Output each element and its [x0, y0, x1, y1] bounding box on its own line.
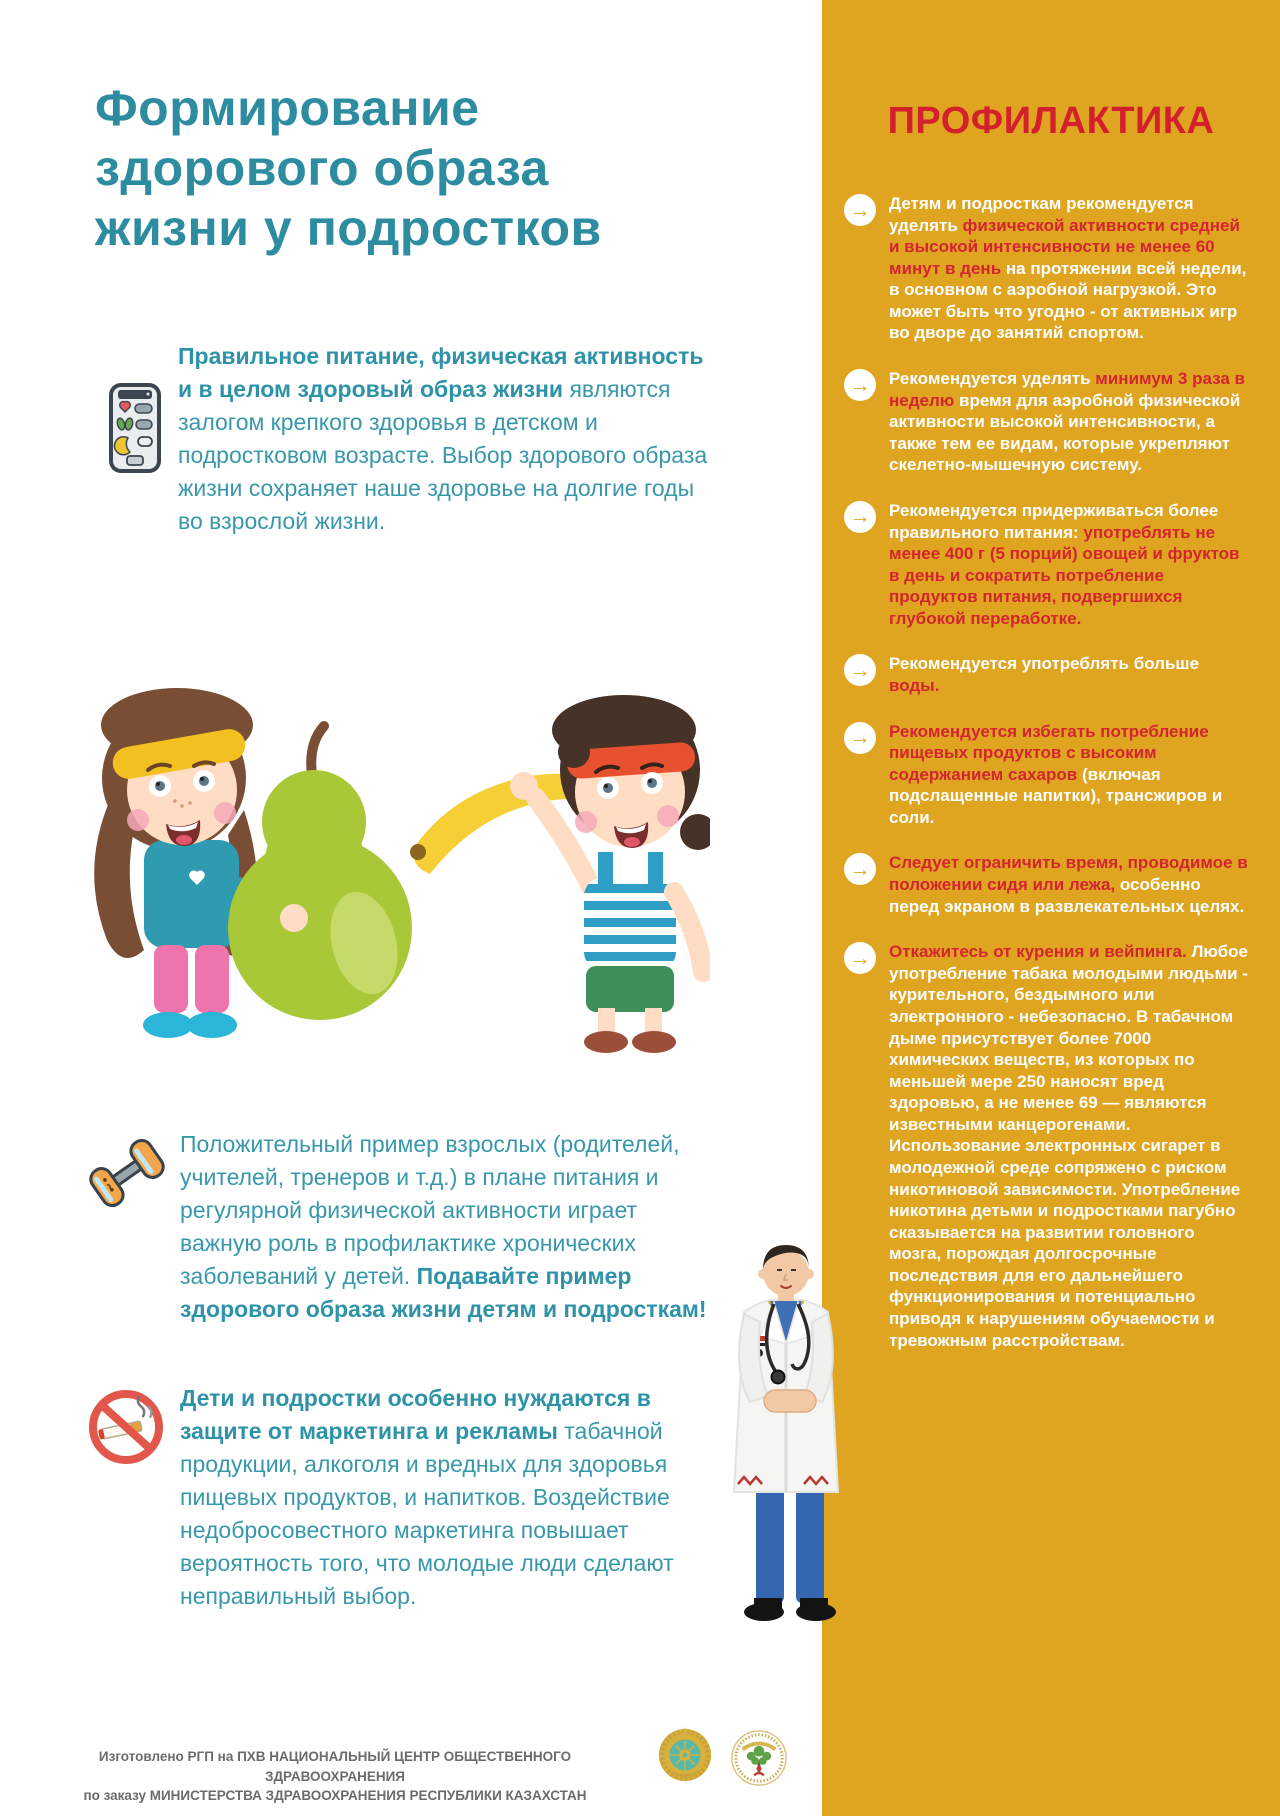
arrow-icon: → [844, 853, 876, 885]
arrow-icon: → [844, 654, 876, 686]
health-app-phone-icon [108, 340, 178, 479]
prevention-bullet-list [822, 193, 1280, 1351]
paragraph-text [180, 1382, 720, 1613]
prevention-bullet [844, 941, 1250, 1351]
text-segment: физической активности средней и высокой интенсивности не менее 60 минут в день [889, 215, 1240, 278]
prevention-bullet [844, 368, 1250, 476]
doctor-illustration [700, 1240, 880, 1645]
text-segment: время для аэробной физической активности высокой интенсивности, а также тем ее видам, которые укрепляют скелетно-мышечную систему. [889, 390, 1241, 475]
footer-line2: по заказу МИНИСТЕРСТВА ЗДРАВООХРАНЕНИЯ РЕСПУБЛИКИ КАЗАХСТАН [83, 1788, 587, 1804]
text-segment: Рекомендуется уделять [889, 369, 1096, 389]
bullet-text [889, 941, 1250, 1351]
marketing-protection-paragraph [85, 1382, 720, 1613]
footer [40, 1747, 630, 1806]
prevention-bullet [844, 500, 1250, 629]
intro-paragraph [108, 340, 720, 538]
text-segment: употреблять не менее 400 г (5 порций) овощей и фруктов в день и сократить потребление продуктов питания, подвергшихся глубокой переработке. [889, 522, 1240, 628]
text-segment: Правильное питание, физическая активность и в целом здоровый образ жизни [178, 343, 704, 402]
prevention-bullet [844, 653, 1250, 696]
paragraph-text [178, 340, 720, 538]
prevention-bullet [844, 721, 1250, 829]
text-segment: особенно перед экраном в развлекательных целях. [889, 875, 1245, 916]
arrow-icon: → [844, 501, 876, 533]
prevention-bullet [844, 852, 1250, 917]
dumbbell-icon [88, 1128, 180, 1217]
bullet-text [889, 852, 1250, 917]
text-segment: Рекомендуется избегать потребление пищевых продуктов с высоким содержанием сахаров [889, 721, 1209, 784]
paragraph-text [180, 1128, 718, 1326]
arrow-icon: → [844, 942, 876, 974]
bullet-text [889, 193, 1250, 344]
arrow-icon: → [844, 194, 876, 226]
text-segment: Откажитесь от курения и вейпинга. [889, 942, 1192, 962]
bullet-text [889, 653, 1250, 696]
text-segment: минимум 3 раза в неделю [889, 369, 1245, 410]
arrow-icon: → [844, 722, 876, 754]
bullet-text [889, 500, 1250, 629]
text-segment: (включая подслащенные напитки), трансжиров и соли. [889, 764, 1223, 827]
text-segment: воды. [889, 675, 940, 695]
bullet-text [889, 368, 1250, 476]
adult-example-paragraph [88, 1128, 718, 1326]
prevention-heading: ПРОФИЛАКТИКА [887, 100, 1215, 142]
arrow-icon: → [844, 369, 876, 401]
kids-illustration [62, 640, 710, 1060]
text-segment: табачной продукции, алкоголя и вредных для здоровья пищевых продуктов, и напитков. Воздействие недобросовестного маркетинга повышает вероятность того, что молодые люди сделают неправильный выбор. [180, 1418, 674, 1609]
text-segment: Дети и подростки особенно нуждаются в защите от маркетинга и рекламы [180, 1385, 651, 1444]
page-title: Формирование здорового образа жизни у подростков [95, 80, 602, 256]
text-segment: Детям и подросткам рекомендуется уделять [889, 194, 1194, 235]
prevention-panel [822, 0, 1280, 1816]
text-segment: Положительный пример взрослых (родителей, учителей, тренеров и т.д.) в плане питания и регулярной физической активности играет важную роль в профилактике хронических заболеваний у детей. [180, 1131, 680, 1289]
text-segment: на протяжении всей недели, в основном с аэробной нагрузкой. Это может быть что угодно - от активных игр во дворе до занятий спортом. [889, 258, 1247, 343]
footer-line1: Изготовлено РГП на ПХВ НАЦИОНАЛЬНЫЙ ЦЕНТР ОБЩЕСТВЕННОГО ЗДРАВООХРАНЕНИЯ [98, 1749, 572, 1784]
text-segment: Рекомендуется употреблять больше [889, 654, 1200, 674]
text-segment: Любое употребление табака молодыми людьми - курительного, бездымного или электронного - небезопасно. В табачном дыме присутствует более 7000 химических веществ, из которых по меньшей мере 250 наносят вред здоровью, а не менее 69 — являются известными канцерогенами. Использование электронных сигарет в молодежной среде сопряжено с риском никотиновой зависимости. Употребление никотина детьми и подростками пагубно сказывается на развитии головного мозга, порождая долгосрочные последствия для его дальнейшего функционирования и потенциально приводя к нарушениям обучаемости и тревожным расстройствам. [889, 942, 1248, 1350]
public-health-center-logo [730, 1729, 788, 1787]
text-segment: Подавайте пример здорового образа жизни детям и подросткам! [180, 1263, 707, 1322]
no-smoking-icon [85, 1382, 180, 1473]
kazakhstan-emblem-logo [656, 1726, 714, 1784]
bullet-text [889, 721, 1250, 829]
text-segment: Рекомендуется придерживаться более правильного питания: [889, 500, 1219, 542]
text-segment: являются залогом крепкого здоровья в детском и подростковом возрасте. Выбор здорового образа жизни сохраняет наше здоровье на долгие годы во взрослой жизни. [178, 376, 708, 534]
text-segment: Следует ограничить время, проводимое в положении сидя или лежа, [889, 853, 1248, 895]
prevention-bullet [844, 193, 1250, 344]
